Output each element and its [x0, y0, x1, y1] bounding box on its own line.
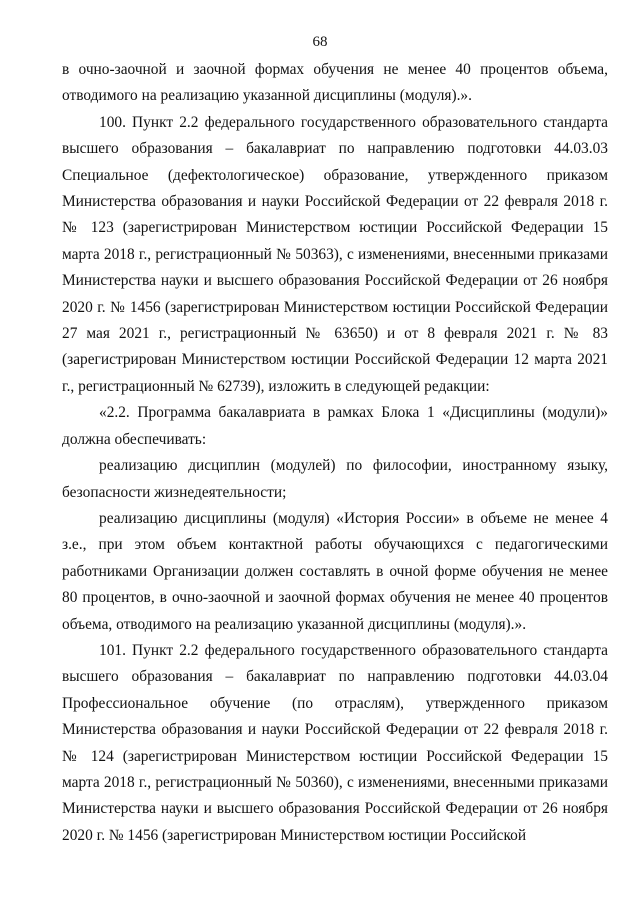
paragraph-disciplines: реализацию дисциплин (модулей) по философии, иностранному языку, безопасности жизнедеятельности;	[62, 457, 608, 501]
paragraph-item-101: 101. Пункт 2.2 федерального государственного образовательного стандарта высшего образования – бакалавриат по направлению подготовки 44.03.04 Профессиональное обучение (по отраслям), утвержденного приказом Министерства образования и науки Российской Федерации от 22 февраля 2018 г. № 124 (зарегистрирован Министерством юстиции Российской Федерации 15 марта 2018 г., регистрационный № 50360), с изменениями, внесенными приказами Министерства науки и высшего образования Российской Федерации от 26 ноября 2020 г. № 1456 (зарегистрирован Министерством юстиции Российской	[62, 641, 608, 844]
paragraph-continuation: в очно-заочной и заочной формах обучения не менее 40 процентов объема, отводимого на реализацию указанной дисциплины (модуля).».	[62, 61, 608, 105]
paragraph-program-requirements: «2.2. Программа бакалавриата в рамках Блока 1 «Дисциплины (модули)» должна обеспечивать:	[62, 404, 608, 448]
paragraph-item-100: 100. Пункт 2.2 федерального государственного образовательного стандарта высшего образования – бакалавриат по направлению подготовки 44.03.03 Специальное (дефектологическое) образование, утвержденного приказом Министерства образования и науки Российской Федерации от 22 февраля 2018 г. № 123 (зарегистрирован Министерством юстиции Российской Федерации 15 марта 2018 г., регистрационный № 50363), с изменениями, внесенными приказами Министерства науки и высшего образования Российской Федерации от 26 ноября 2020 г. № 1456 (зарегистрирован Министерством юстиции Российской Федерации 27 мая 2021 г., регистрационный № 63650) и от 8 февраля 2021 г. № 83 (зарегистрирован Министерством юстиции Российской Федерации 12 марта 2021 г., регистрационный № 62739), изложить в следующей редакции:	[62, 113, 608, 395]
page-number: 68	[312, 34, 328, 50]
paragraph-history-discipline: реализацию дисциплины (модуля) «История России» в объеме не менее 4 з.е., при этом объем контактной работы обучающихся с педагогическими работниками Организации должен составлять в очной форме обучения не менее 80 процентов, в очно-заочной и заочной формах обучения не менее 40 процентов объема, отводимого на реализацию указанной дисциплины (модуля).».	[62, 509, 608, 633]
document-body	[62, 57, 608, 849]
